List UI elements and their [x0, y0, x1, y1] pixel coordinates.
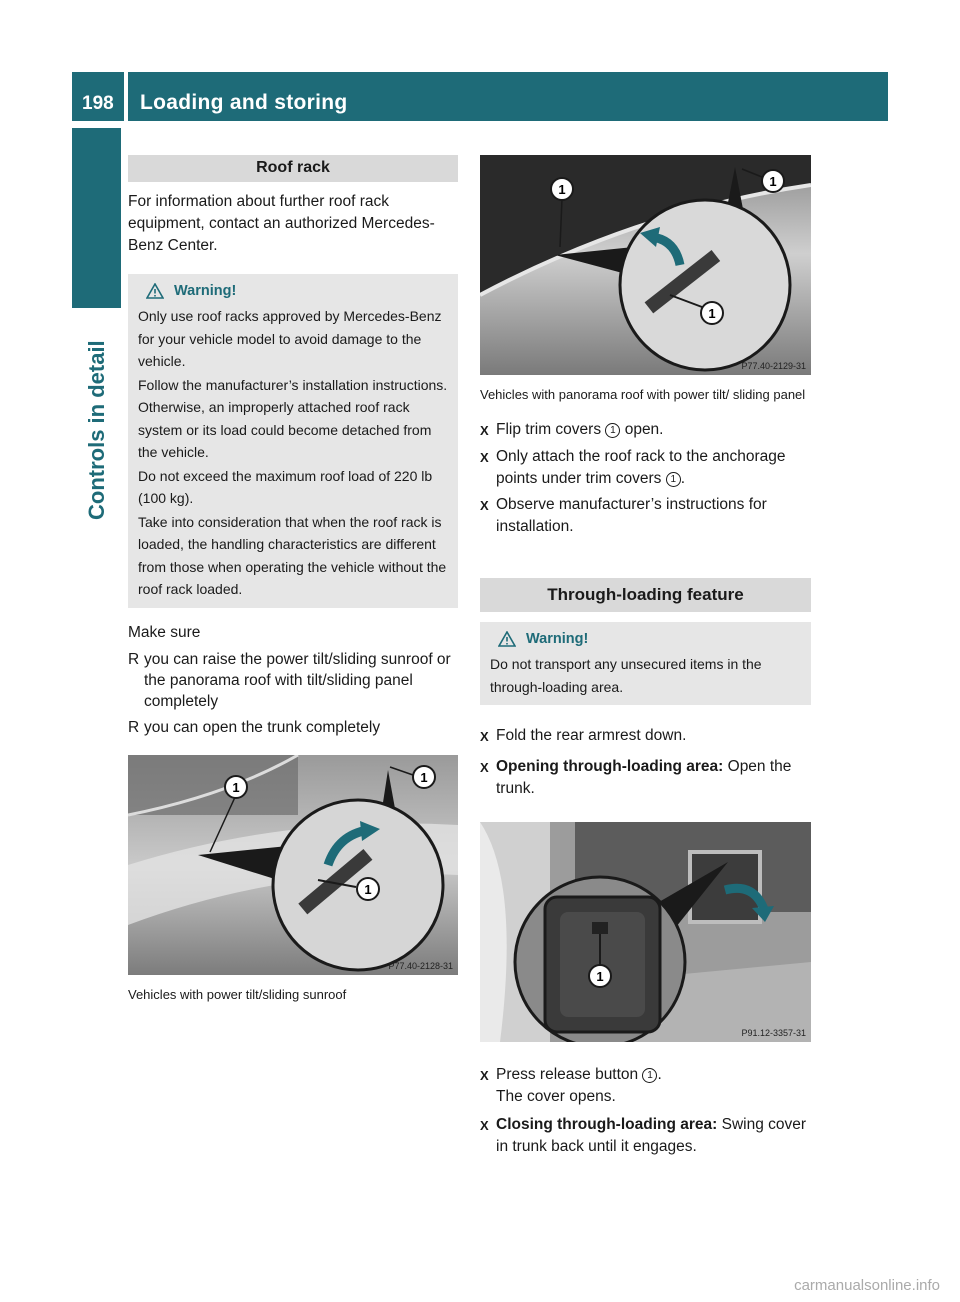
callout-label: 1 — [232, 779, 240, 795]
warning-para: Do not transport any unsecured items in the through-loading area. — [490, 656, 762, 695]
page-title: Loading and storing — [140, 91, 348, 114]
left-column — [128, 155, 458, 1003]
sunroof-figure — [128, 755, 458, 975]
roof-rack-intro: For information about further roof rack equipment, contact an authorized Mercedes-Benz Center. — [128, 193, 435, 254]
figure-caption: Vehicles with power tilt/sliding sunroof — [128, 986, 347, 1002]
callout-label: 1 — [769, 174, 777, 189]
callout-label: 1 — [596, 969, 604, 984]
instruction-step: X Opening through-loading area: Open the trunk. — [480, 756, 811, 800]
watermark: carmanualsonline.info — [794, 1277, 940, 1294]
step-marker: X — [480, 450, 489, 465]
warning-title: Warning! — [174, 283, 237, 299]
instruction-step: X Closing through-loading area: Swing cover in trunk back until it engages. — [480, 1114, 811, 1158]
list-item — [128, 717, 458, 738]
warning-para: Follow the manufacturer’s installation instructions. Otherwise, an improperly attached roof rack system or its load could become detached from the vehicle. — [138, 376, 448, 460]
step-marker: X — [480, 760, 489, 775]
step-marker: X — [480, 1118, 489, 1133]
instruction-step: X Observe manufacturer’s instructions for installation. — [480, 494, 811, 538]
roof-rack-heading: Roof rack — [128, 155, 458, 182]
warning-para: Take into consideration that when the roof rack is loaded, the handling characteristics are different from those when operating the vehicle without the roof rack loaded. — [138, 513, 447, 597]
side-tab-label: Controls in detail — [84, 340, 109, 520]
figure-code: P77.40-2129-31 — [741, 361, 806, 371]
list-item — [128, 649, 458, 712]
figure-code: P91.12-3357-31 — [741, 1028, 806, 1038]
warning-para: Only use roof racks approved by Mercedes-Benz for your vehicle model to avoid damage to the vehicle. — [138, 308, 442, 369]
header-divider — [124, 72, 128, 121]
instruction-step: X Flip trim covers 1 open. — [480, 419, 811, 442]
warning-para: Do not exceed the maximum roof load of 220 lb (100 kg). — [138, 467, 433, 506]
warning-triangle-icon — [498, 631, 516, 647]
figure-code: P77.40-2128-31 — [388, 960, 453, 971]
warning-title: Warning! — [526, 631, 589, 647]
page-number: 198 — [82, 93, 114, 114]
roof-rack-warning — [128, 274, 458, 608]
right-column — [480, 155, 811, 1158]
instruction-step: X Press release button 1 . The cover opens. — [480, 1064, 811, 1108]
panorama-illustration — [480, 155, 811, 375]
callout-label: 1 — [558, 182, 566, 197]
make-sure-label: Make sure — [128, 623, 201, 641]
step-marker: X — [480, 1068, 489, 1083]
instruction-step: X Only attach the roof rack to the anchorage points under trim covers 1 . — [480, 446, 811, 490]
step-marker: X — [480, 498, 489, 513]
side-tab-block — [72, 128, 121, 308]
callout-ref: 1 — [666, 472, 681, 487]
callout-ref: 1 — [605, 423, 620, 438]
callout-ref: 1 — [642, 1068, 657, 1083]
trunk-illustration — [480, 822, 811, 1042]
step-marker: X — [480, 423, 489, 438]
page-header — [72, 72, 888, 121]
figure-caption: Vehicles with panorama roof with power tilt/ sliding panel — [480, 387, 806, 402]
list-item-text: you can open the trunk completely — [144, 718, 381, 736]
instruction-step: X Fold the rear armrest down. — [480, 725, 811, 748]
through-loading-warning — [480, 622, 811, 705]
list-item-text: you can raise the power tilt/sliding sunroof or the panorama roof with tilt/sliding panel completely — [144, 650, 451, 710]
through-loading-heading: Through-loading feature — [480, 578, 811, 612]
through-loading-figure — [480, 822, 811, 1042]
step-marker: X — [480, 729, 489, 744]
callout-label: 1 — [364, 881, 372, 897]
bullet-mark: R — [128, 718, 140, 736]
bullet-mark: R — [128, 650, 140, 668]
panorama-figure — [480, 155, 811, 375]
sunroof-illustration — [128, 755, 458, 975]
warning-triangle-icon — [146, 283, 164, 299]
callout-label: 1 — [708, 306, 716, 321]
page-number-box — [72, 72, 124, 121]
callout-label: 1 — [420, 769, 428, 785]
